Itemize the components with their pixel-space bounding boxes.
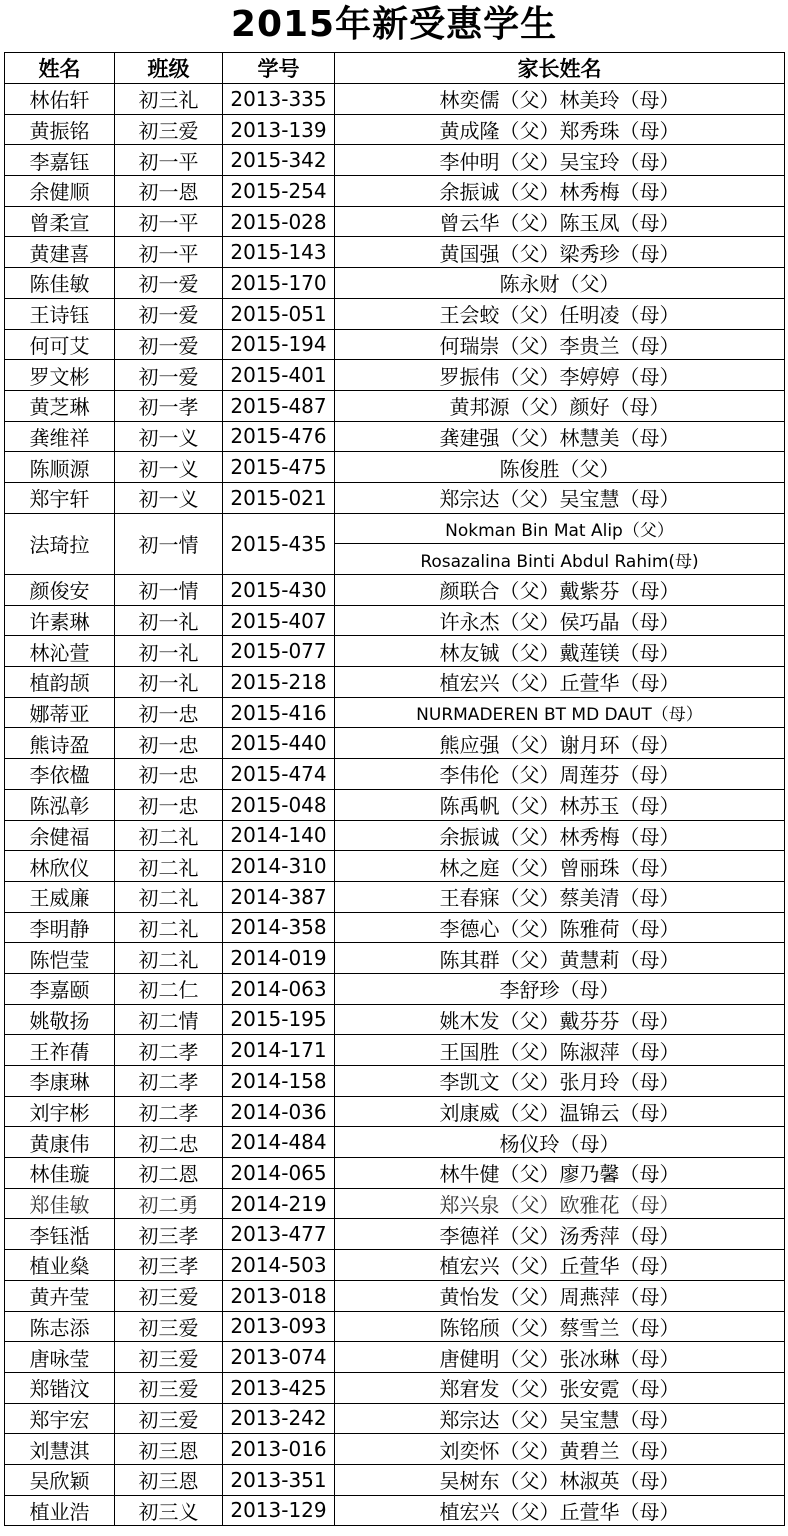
cell-parents: 林友铖（父）戴莲镁（母） (335, 636, 785, 667)
cell-parents: 王会蛟（父）任明凌（母） (335, 298, 785, 329)
table-row (5, 605, 785, 636)
cell-student-id: 2014-036 (223, 1096, 335, 1127)
document-title: 2015年新受惠学生 (230, 4, 558, 45)
cell-parents: 吴树东（父）林淑英（母） (335, 1464, 785, 1495)
table-row (5, 943, 785, 974)
table-row (5, 1127, 785, 1158)
cell-class: 初一礼 (115, 667, 223, 698)
cell-parents: 黄怡发（父）周燕萍（母） (335, 1280, 785, 1311)
cell-student-id: 2013-351 (223, 1464, 335, 1495)
cell-class: 初二忠 (115, 1127, 223, 1158)
table-row (5, 1311, 785, 1342)
cell-class: 初一爱 (115, 360, 223, 391)
cell-student-id: 2014-065 (223, 1158, 335, 1189)
cell-class: 初一礼 (115, 605, 223, 636)
table-row (5, 1004, 785, 1035)
cell-name: 陈顺源 (5, 452, 115, 483)
cell-parents: 李伟伦（父）周莲芬（母） (335, 759, 785, 790)
cell-student-id: 2014-484 (223, 1127, 335, 1158)
table-row (5, 851, 785, 882)
cell-name: 李嘉颐 (5, 973, 115, 1004)
cell-parents: 李德祥（父）汤秀萍（母） (335, 1219, 785, 1250)
table-row (5, 1434, 785, 1465)
cell-class: 初二情 (115, 1004, 223, 1035)
cell-parent-mother: Rosazalina Binti Abdul Rahim(母) (335, 544, 785, 575)
cell-class: 初三爱 (115, 1311, 223, 1342)
cell-parents: 何瑞崇（父）李贵兰（母） (335, 329, 785, 360)
cell-class: 初二孝 (115, 1035, 223, 1066)
cell-student-id: 2014-019 (223, 943, 335, 974)
cell-class: 初二恩 (115, 1158, 223, 1189)
cell-parents: 黄国强（父）梁秀珍（母） (335, 237, 785, 268)
cell-name: 植业燊 (5, 1250, 115, 1281)
cell-student-id: 2014-158 (223, 1066, 335, 1097)
table-row (5, 973, 785, 1004)
table-row (5, 268, 785, 299)
header-parents: 家长姓名 (335, 53, 785, 84)
cell-parents: 郑宭发（父）张安霓（母） (335, 1372, 785, 1403)
table-row (5, 513, 785, 544)
cell-student-id: 2015-476 (223, 421, 335, 452)
cell-parent-father: Nokman Bin Mat Alip（父） (335, 513, 785, 544)
cell-parents: 许永杰（父）侯巧晶（母） (335, 605, 785, 636)
cell-student-id: 2014-219 (223, 1188, 335, 1219)
cell-student-id: 2015-474 (223, 759, 335, 790)
cell-name: 余健顺 (5, 176, 115, 207)
table-row (5, 237, 785, 268)
cell-student-id: 2013-129 (223, 1495, 335, 1526)
cell-parents: 林牛健（父）廖乃馨（母） (335, 1158, 785, 1189)
cell-student-id: 2014-063 (223, 973, 335, 1004)
cell-student-id: 2013-425 (223, 1372, 335, 1403)
table-row (5, 84, 785, 115)
cell-parents: 郑宗达（父）吴宝慧（母） (335, 482, 785, 513)
cell-class: 初一情 (115, 575, 223, 606)
cell-parents: 陈其群（父）黄慧莉（母） (335, 943, 785, 974)
cell-name: 陈泓彰 (5, 789, 115, 820)
table-row (5, 1158, 785, 1189)
cell-class: 初二孝 (115, 1066, 223, 1097)
cell-class: 初一忠 (115, 789, 223, 820)
cell-name: 植韵颉 (5, 667, 115, 698)
cell-parents: 郑宗达（父）吴宝慧（母） (335, 1403, 785, 1434)
cell-class: 初一平 (115, 206, 223, 237)
cell-parents: 陈铭颀（父）蔡雪兰（母） (335, 1311, 785, 1342)
cell-student-id: 2014-387 (223, 881, 335, 912)
cell-name: 陈佳敏 (5, 268, 115, 299)
cell-class: 初三孝 (115, 1250, 223, 1281)
cell-student-id: 2015-440 (223, 728, 335, 759)
cell-class: 初一恩 (115, 176, 223, 207)
cell-student-id: 2015-407 (223, 605, 335, 636)
cell-name: 王威廉 (5, 881, 115, 912)
cell-class: 初三爱 (115, 1372, 223, 1403)
cell-student-id: 2015-077 (223, 636, 335, 667)
cell-student-id: 2014-310 (223, 851, 335, 882)
cell-parents: 郑兴泉（父）欧雅花（母） (335, 1188, 785, 1219)
cell-name: 娜蒂亚 (5, 697, 115, 728)
cell-parents: 刘奕怀（父）黄碧兰（母） (335, 1434, 785, 1465)
table-row (5, 667, 785, 698)
cell-name: 陈恺莹 (5, 943, 115, 974)
cell-name: 黄芝琳 (5, 390, 115, 421)
table-row (5, 697, 785, 728)
cell-parents: 陈永财（父） (335, 268, 785, 299)
table-row (5, 1188, 785, 1219)
cell-name: 刘宇彬 (5, 1096, 115, 1127)
cell-class: 初一忠 (115, 728, 223, 759)
cell-name: 吴欣颖 (5, 1464, 115, 1495)
cell-name: 李钰湉 (5, 1219, 115, 1250)
cell-class: 初三恩 (115, 1464, 223, 1495)
cell-parents: 曾云华（父）陈玉凤（母） (335, 206, 785, 237)
cell-student-id: 2015-051 (223, 298, 335, 329)
cell-student-id: 2015-475 (223, 452, 335, 483)
cell-class: 初一爱 (115, 329, 223, 360)
cell-name: 黄建喜 (5, 237, 115, 268)
cell-name: 法琦拉 (5, 513, 115, 574)
cell-class: 初三爱 (115, 114, 223, 145)
cell-parents: 陈禹帆（父）林苏玉（母） (335, 789, 785, 820)
table-row (5, 728, 785, 759)
cell-parents: 陈俊胜（父） (335, 452, 785, 483)
cell-parents: 李凯文（父）张月玲（母） (335, 1066, 785, 1097)
cell-student-id: 2015-435 (223, 513, 335, 574)
cell-parents: 李仲明（父）吴宝玲（母） (335, 145, 785, 176)
cell-student-id: 2014-503 (223, 1250, 335, 1281)
cell-name: 林佳璇 (5, 1158, 115, 1189)
table-row (5, 1372, 785, 1403)
table-row (5, 206, 785, 237)
cell-student-id: 2013-477 (223, 1219, 335, 1250)
cell-name: 唐咏莹 (5, 1342, 115, 1373)
cell-name: 王诗钰 (5, 298, 115, 329)
cell-parents: 王国胜（父）陈淑萍（母） (335, 1035, 785, 1066)
cell-parents: 余振诚（父）林秀梅（母） (335, 176, 785, 207)
cell-name: 郑宇宏 (5, 1403, 115, 1434)
table-row (5, 1066, 785, 1097)
cell-class: 初三礼 (115, 84, 223, 115)
cell-parents: 林奕儒（父）林美玲（母） (335, 84, 785, 115)
cell-parents: 李舒珍（母） (335, 973, 785, 1004)
table-row (5, 298, 785, 329)
table-row (5, 789, 785, 820)
cell-name: 熊诗盈 (5, 728, 115, 759)
cell-name: 颜俊安 (5, 575, 115, 606)
cell-parents: 罗振伟（父）李婷婷（母） (335, 360, 785, 391)
table-row (5, 575, 785, 606)
table-row (5, 636, 785, 667)
cell-class: 初一爱 (115, 268, 223, 299)
cell-parents: 王春寐（父）蔡美清（母） (335, 881, 785, 912)
table-row (5, 390, 785, 421)
cell-parents: 龚建强（父）林慧美（母） (335, 421, 785, 452)
cell-name: 龚维祥 (5, 421, 115, 452)
cell-student-id: 2015-028 (223, 206, 335, 237)
cell-name: 林欣仪 (5, 851, 115, 882)
table-body (5, 84, 785, 1526)
table-row (5, 1495, 785, 1526)
cell-class: 初一义 (115, 482, 223, 513)
table-row (5, 912, 785, 943)
cell-class: 初一孝 (115, 390, 223, 421)
table-row (5, 329, 785, 360)
table-row (5, 421, 785, 452)
cell-class: 初一平 (115, 145, 223, 176)
cell-name: 许素琳 (5, 605, 115, 636)
cell-class: 初一平 (115, 237, 223, 268)
cell-parents: 林之庭（父）曾丽珠（母） (335, 851, 785, 882)
cell-class: 初一义 (115, 421, 223, 452)
table-row (5, 1035, 785, 1066)
cell-parents: 颜联合（父）戴紫芬（母） (335, 575, 785, 606)
cell-name: 余健福 (5, 820, 115, 851)
cell-student-id: 2015-218 (223, 667, 335, 698)
cell-class: 初三孝 (115, 1219, 223, 1250)
cell-student-id: 2015-021 (223, 482, 335, 513)
cell-parents: 植宏兴（父）丘萱华（母） (335, 1250, 785, 1281)
table-row (5, 1342, 785, 1373)
cell-class: 初一礼 (115, 636, 223, 667)
cell-name: 李嘉钰 (5, 145, 115, 176)
cell-name: 曾柔宣 (5, 206, 115, 237)
cell-class: 初一忠 (115, 759, 223, 790)
cell-parents: 植宏兴（父）丘萱华（母） (335, 1495, 785, 1526)
table-row (5, 145, 785, 176)
cell-class: 初二孝 (115, 1096, 223, 1127)
header-name: 姓名 (5, 53, 115, 84)
cell-name: 黄振铭 (5, 114, 115, 145)
cell-student-id: 2015-194 (223, 329, 335, 360)
table-header-row (5, 53, 785, 84)
table-row (5, 1280, 785, 1311)
cell-name: 郑锴汶 (5, 1372, 115, 1403)
cell-parents: NURMADEREN BT MD DAUT（母） (335, 697, 785, 728)
cell-class: 初一忠 (115, 697, 223, 728)
table-row (5, 452, 785, 483)
cell-class: 初二礼 (115, 851, 223, 882)
cell-name: 黄康伟 (5, 1127, 115, 1158)
table-row (5, 820, 785, 851)
cell-name: 王祚蒨 (5, 1035, 115, 1066)
cell-student-id: 2015-487 (223, 390, 335, 421)
beneficiary-table (4, 52, 785, 1526)
table-row (5, 1096, 785, 1127)
cell-student-id: 2015-430 (223, 575, 335, 606)
cell-name: 陈志添 (5, 1311, 115, 1342)
cell-student-id: 2015-401 (223, 360, 335, 391)
table-row (5, 1403, 785, 1434)
cell-parents: 熊应强（父）谢月环（母） (335, 728, 785, 759)
cell-student-id: 2015-195 (223, 1004, 335, 1035)
cell-name: 罗文彬 (5, 360, 115, 391)
cell-student-id: 2013-242 (223, 1403, 335, 1434)
cell-class: 初二礼 (115, 912, 223, 943)
cell-name: 李依楹 (5, 759, 115, 790)
cell-class: 初一情 (115, 513, 223, 574)
table-row (5, 176, 785, 207)
cell-student-id: 2015-416 (223, 697, 335, 728)
cell-class: 初三爱 (115, 1280, 223, 1311)
header-student-id: 学号 (223, 53, 335, 84)
cell-name: 郑宇轩 (5, 482, 115, 513)
cell-class: 初一义 (115, 452, 223, 483)
cell-class: 初二勇 (115, 1188, 223, 1219)
cell-name: 李康琳 (5, 1066, 115, 1097)
cell-class: 初一爱 (115, 298, 223, 329)
cell-student-id: 2014-140 (223, 820, 335, 851)
cell-name: 刘慧淇 (5, 1434, 115, 1465)
cell-class: 初三爱 (115, 1342, 223, 1373)
table-row (5, 881, 785, 912)
cell-student-id: 2015-342 (223, 145, 335, 176)
cell-parents: 刘康威（父）温锦云（母） (335, 1096, 785, 1127)
table-row (5, 482, 785, 513)
cell-student-id: 2013-093 (223, 1311, 335, 1342)
cell-student-id: 2013-018 (223, 1280, 335, 1311)
cell-name: 姚敬扬 (5, 1004, 115, 1035)
cell-name: 何可艾 (5, 329, 115, 360)
cell-parents: 李德心（父）陈雅荷（母） (335, 912, 785, 943)
cell-class: 初二礼 (115, 881, 223, 912)
cell-class: 初二礼 (115, 820, 223, 851)
cell-student-id: 2013-139 (223, 114, 335, 145)
table-row (5, 1250, 785, 1281)
table-row (5, 1464, 785, 1495)
cell-name: 黄卉莹 (5, 1280, 115, 1311)
table-row (5, 114, 785, 145)
cell-student-id: 2015-143 (223, 237, 335, 268)
cell-student-id: 2013-074 (223, 1342, 335, 1373)
header-class: 班级 (115, 53, 223, 84)
cell-student-id: 2013-016 (223, 1434, 335, 1465)
cell-name: 林佑轩 (5, 84, 115, 115)
cell-class: 初二仁 (115, 973, 223, 1004)
table-row (5, 1219, 785, 1250)
cell-class: 初三恩 (115, 1434, 223, 1465)
cell-parents: 唐健明（父）张冰琳（母） (335, 1342, 785, 1373)
cell-class: 初三爱 (115, 1403, 223, 1434)
cell-student-id: 2015-254 (223, 176, 335, 207)
cell-name: 植业浩 (5, 1495, 115, 1526)
cell-parents: 杨仪玲（母） (335, 1127, 785, 1158)
cell-parents: 余振诚（父）林秀梅（母） (335, 820, 785, 851)
cell-student-id: 2015-170 (223, 268, 335, 299)
table-row (5, 759, 785, 790)
cell-parents: 黄成隆（父）郑秀珠（母） (335, 114, 785, 145)
cell-class: 初三义 (115, 1495, 223, 1526)
cell-student-id: 2013-335 (223, 84, 335, 115)
cell-name: 林沁萱 (5, 636, 115, 667)
cell-parents: 姚木发（父）戴芬芬（母） (335, 1004, 785, 1035)
table-row (5, 360, 785, 391)
cell-student-id: 2014-171 (223, 1035, 335, 1066)
cell-name: 李明静 (5, 912, 115, 943)
cell-class: 初二礼 (115, 943, 223, 974)
cell-name: 郑佳敏 (5, 1188, 115, 1219)
cell-student-id: 2015-048 (223, 789, 335, 820)
cell-student-id: 2014-358 (223, 912, 335, 943)
cell-parents: 植宏兴（父）丘萱华（母） (335, 667, 785, 698)
cell-parents: 黄邦源（父）颜好（母） (335, 390, 785, 421)
